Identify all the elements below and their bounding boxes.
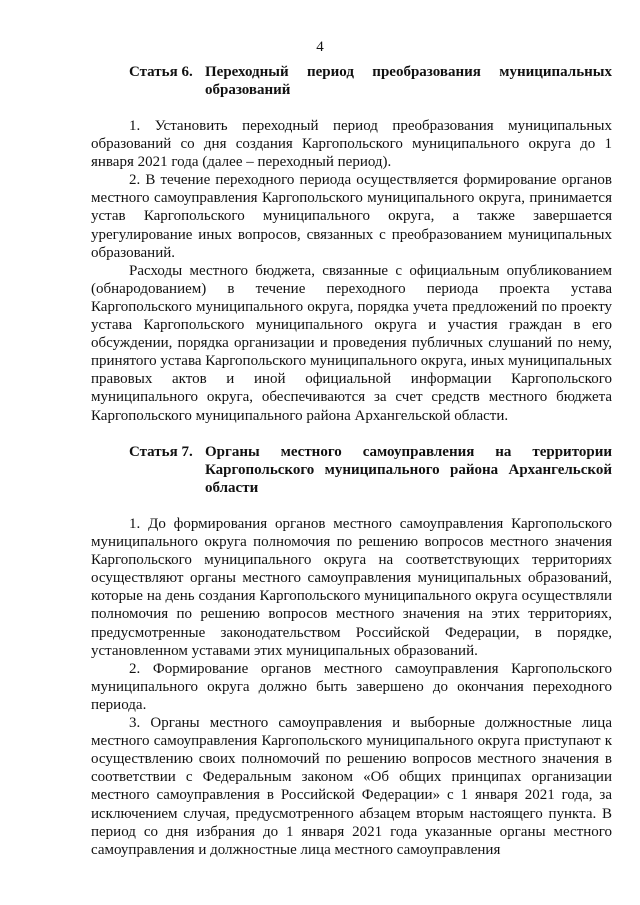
page-number: 4 — [316, 39, 324, 55]
article-6-body — [91, 117, 612, 425]
article-7-title: Органы местного самоуправления на территории Каргопольского муниципального района Архангельской области — [205, 444, 612, 497]
article-6-label: Статья 6. — [129, 64, 193, 80]
article-6-paragraph-1: 1. Установить переходный период преобразования муниципальных образований со дня создания Каргопольского муниципального округа до 1 января 2021 года (далее – переходный период). — [91, 118, 612, 171]
article-6-paragraph-2: 2. В течение переходного периода осуществляется формирование органов местного самоуправления Каргопольского муниципального округа, принимается устав Каргопольского муниципального округа, а также завершается урегулирование иных вопросов, связанных с преобразованием муниципальных образований. — [91, 172, 612, 261]
article-7-body — [91, 515, 612, 859]
article-6-title: Переходный период преобразования муниципальных образований — [205, 64, 612, 99]
article-7-paragraph-3: 3. Органы местного самоуправления и выборные должностные лица местного самоуправления Каргопольского муниципального округа приступают к осуществлению своих полномочий по решению вопросов местного значения в соответствии с Федеральным законом «Об общих принципах организации местного самоуправления в Российской Федерации» с 1 января 2021 года, за исключением случая, предусмотренного абзацем вторым настоящего пункта. В период со дня избрания до 1 января 2021 года указанные органы местного самоуправления и должностные лица местного самоуправления — [91, 715, 612, 858]
article-7-paragraph-2: 2. Формирование органов местного самоуправления Каргопольского муниципального округа должно быть завершено до окончания переходного периода. — [91, 660, 612, 713]
article-7-paragraph-1: 1. До формирования органов местного самоуправления Каргопольского муниципального округа полномочия по решению вопросов местного значения Каргопольского муниципального округа на соответствующих территориях осуществляют органы местного самоуправления муниципальных образований, которые на день создания Каргопольского муниципального округа осуществляли полномочия по решению вопросов местного значения на этих территориях, предусмотренные законодательством Российской Федерации, в порядке, установленном уставами этих муниципальных образований. — [91, 516, 612, 659]
article-6-paragraph-3: Расходы местного бюджета, связанные с официальным опубликованием (обнародованием) в течение переходного периода проекта устава Каргопольского муниципального округа, порядка учета предложений по проекту устава Каргопольского муниципального округа и участия граждан в его обсуждении, порядка организации и проведения публичных слушаний по нему, принятого устава Каргопольского муниципального округа, иных муниципальных правовых актов и иной официальной информации Каргопольского муниципального округа, обеспечиваются за счет средств местного бюджета Каргопольского муниципального района Архангельской области. — [91, 262, 612, 424]
article-7-label: Статья 7. — [129, 444, 193, 460]
article-6-heading — [91, 63, 612, 99]
article-7-heading — [91, 443, 612, 497]
